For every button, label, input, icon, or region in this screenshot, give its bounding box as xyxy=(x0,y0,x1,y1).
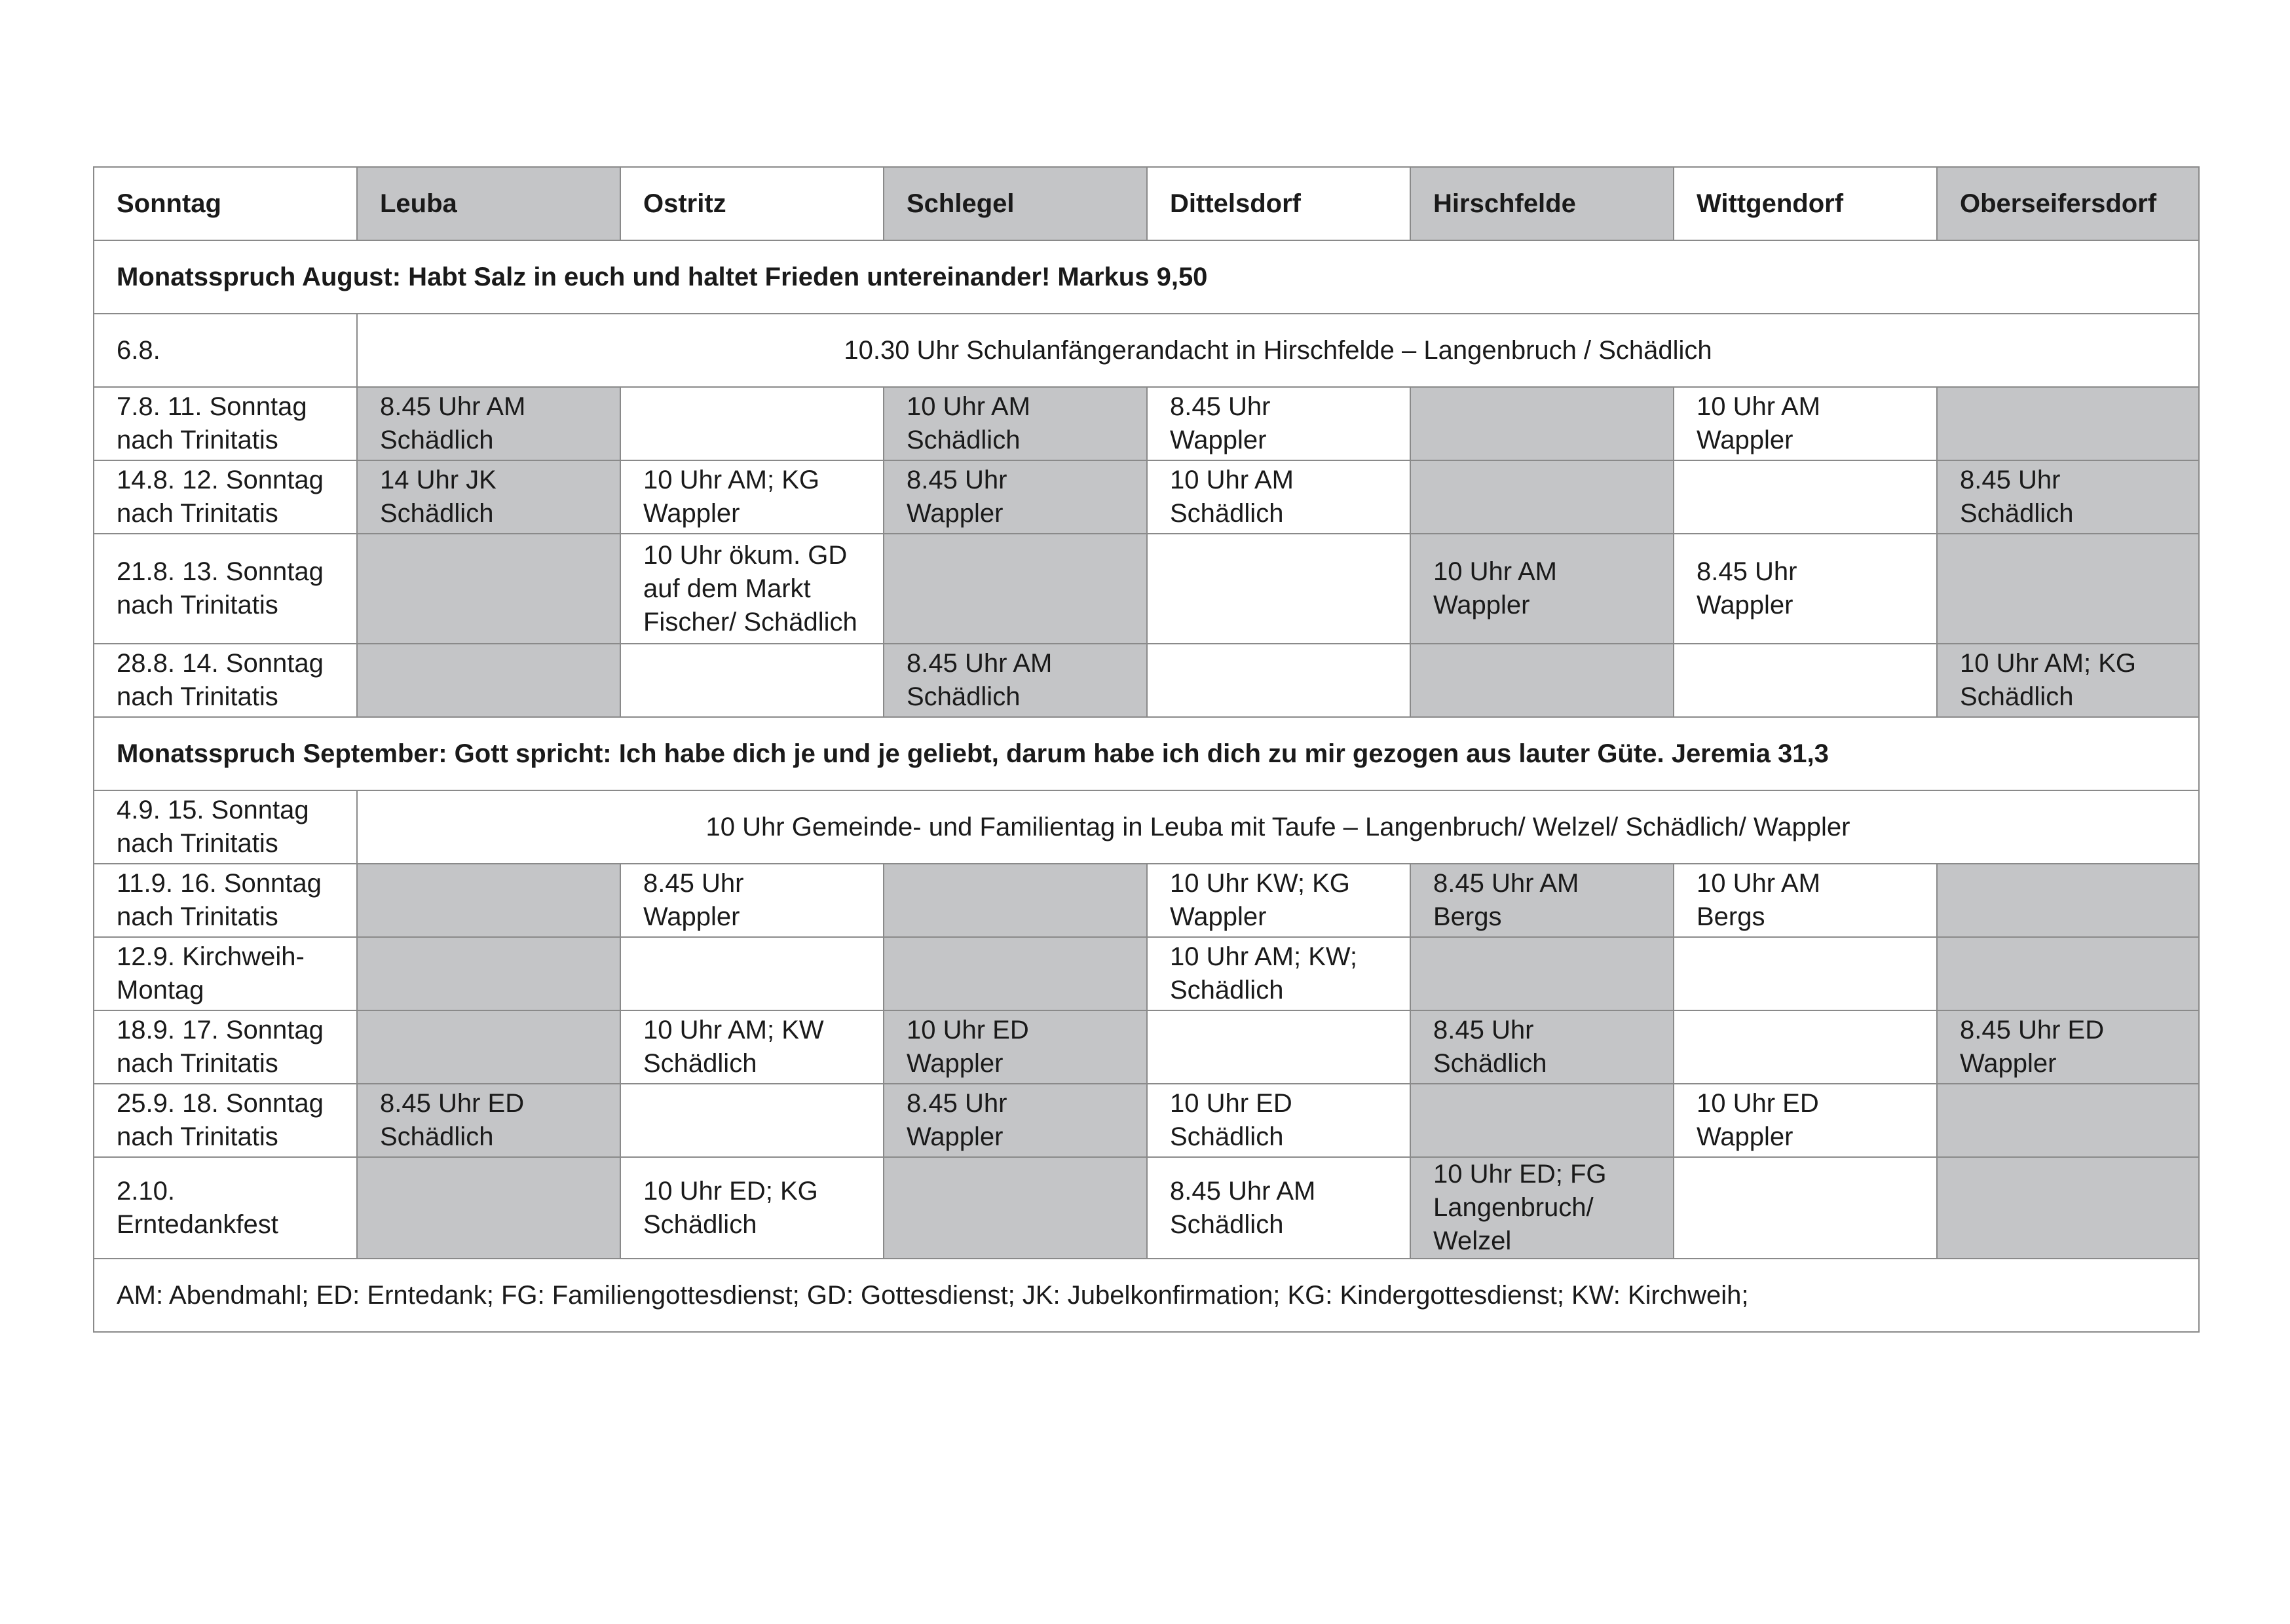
cell-hirschfelde xyxy=(1410,1084,1674,1157)
table-row xyxy=(94,864,2199,937)
cell-oberseifersdorf: 8.45 Uhr ED Wappler xyxy=(1937,1010,2199,1084)
cell-oberseifersdorf: 8.45 Uhr Schädlich xyxy=(1937,460,2199,534)
cell-leuba: 14 Uhr JK Schädlich xyxy=(357,460,620,534)
cell-oberseifersdorf xyxy=(1937,534,2199,644)
header-wittgendorf: Wittgendorf xyxy=(1674,167,1937,240)
table-row xyxy=(94,387,2199,460)
cell-oberseifersdorf xyxy=(1937,937,2199,1010)
cell-oberseifersdorf xyxy=(1937,387,2199,460)
cell-oberseifersdorf xyxy=(1937,1157,2199,1259)
legend-row xyxy=(94,1259,2199,1332)
service-schedule-table xyxy=(93,166,2200,1333)
cell-hirschfelde: 10 Uhr AM Wappler xyxy=(1410,534,1674,644)
cell-dittelsdorf: 10 Uhr AM Schädlich xyxy=(1147,460,1410,534)
cell-leuba xyxy=(357,534,620,644)
cell-leuba xyxy=(357,1157,620,1259)
cell-ostritz xyxy=(620,387,884,460)
cell-schlegel: 10 Uhr AM Schädlich xyxy=(884,387,1147,460)
cell-ostritz xyxy=(620,1084,884,1157)
motto-row-august xyxy=(94,240,2199,314)
header-schlegel: Schlegel xyxy=(884,167,1147,240)
row-date: 7.8. 11. Sonntag nach Trinitatis xyxy=(94,387,357,460)
cell-dittelsdorf xyxy=(1147,644,1410,717)
cell-wittgendorf xyxy=(1674,644,1937,717)
cell-oberseifersdorf xyxy=(1937,864,2199,937)
cell-ostritz: 10 Uhr AM; KW Schädlich xyxy=(620,1010,884,1084)
cell-schlegel xyxy=(884,864,1147,937)
event-date: 4.9. 15. Sonntag nach Trinitatis xyxy=(94,790,357,864)
header-sonntag: Sonntag xyxy=(94,167,357,240)
event-row-august xyxy=(94,314,2199,387)
cell-wittgendorf xyxy=(1674,937,1937,1010)
row-date: 25.9. 18. Sonntag nach Trinitatis xyxy=(94,1084,357,1157)
cell-schlegel: 8.45 Uhr AM Schädlich xyxy=(884,644,1147,717)
cell-dittelsdorf: 10 Uhr AM; KW; Schädlich xyxy=(1147,937,1410,1010)
header-row xyxy=(94,167,2199,240)
event-description: 10.30 Uhr Schulanfängerandacht in Hirschfelde – Langenbruch / Schädlich xyxy=(357,314,2199,387)
cell-wittgendorf xyxy=(1674,1157,1937,1259)
cell-ostritz: 8.45 Uhr Wappler xyxy=(620,864,884,937)
header-ostritz: Ostritz xyxy=(620,167,884,240)
cell-hirschfelde xyxy=(1410,460,1674,534)
cell-hirschfelde: 8.45 Uhr AM Bergs xyxy=(1410,864,1674,937)
row-date: 2.10. Erntedankfest xyxy=(94,1157,357,1259)
cell-wittgendorf: 10 Uhr ED Wappler xyxy=(1674,1084,1937,1157)
cell-schlegel: 8.45 Uhr Wappler xyxy=(884,460,1147,534)
header-oberseifersdorf: Oberseifersdorf xyxy=(1937,167,2199,240)
cell-oberseifersdorf xyxy=(1937,1084,2199,1157)
cell-leuba xyxy=(357,937,620,1010)
event-description: 10 Uhr Gemeinde- und Familientag in Leuba mit Taufe – Langenbruch/ Welzel/ Schädlich/ Wappler xyxy=(357,790,2199,864)
table-row xyxy=(94,534,2199,644)
monthly-verse-august: Monatsspruch August: Habt Salz in euch und haltet Frieden untereinander! Markus 9,50 xyxy=(94,240,2199,314)
cell-dittelsdorf: 10 Uhr KW; KG Wappler xyxy=(1147,864,1410,937)
cell-ostritz: 10 Uhr ökum. GD auf dem Markt Fischer/ Schädlich xyxy=(620,534,884,644)
row-date: 18.9. 17. Sonntag nach Trinitatis xyxy=(94,1010,357,1084)
abbreviation-legend: AM: Abendmahl; ED: Erntedank; FG: Familiengottesdienst; GD: Gottesdienst; JK: Jubelkonfirmation; KG: Kindergottesdienst; KW: Kirchweih; xyxy=(94,1259,2199,1332)
cell-dittelsdorf: 8.45 Uhr AM Schädlich xyxy=(1147,1157,1410,1259)
cell-ostritz: 10 Uhr ED; KG Schädlich xyxy=(620,1157,884,1259)
cell-ostritz: 10 Uhr AM; KG Wappler xyxy=(620,460,884,534)
cell-hirschfelde: 10 Uhr ED; FG Langenbruch/ Welzel xyxy=(1410,1157,1674,1259)
cell-leuba xyxy=(357,644,620,717)
cell-schlegel xyxy=(884,937,1147,1010)
cell-ostritz xyxy=(620,644,884,717)
table-row xyxy=(94,644,2199,717)
monthly-verse-september: Monatsspruch September: Gott spricht: Ich habe dich je und je geliebt, darum habe ich dich zu mir gezogen aus lauter Güte. Jeremia 31,3 xyxy=(94,717,2199,790)
cell-wittgendorf xyxy=(1674,460,1937,534)
cell-dittelsdorf xyxy=(1147,1010,1410,1084)
table-row xyxy=(94,460,2199,534)
row-date: 11.9. 16. Sonntag nach Trinitatis xyxy=(94,864,357,937)
cell-dittelsdorf xyxy=(1147,534,1410,644)
header-hirschfelde: Hirschfelde xyxy=(1410,167,1674,240)
cell-wittgendorf xyxy=(1674,1010,1937,1084)
cell-leuba xyxy=(357,864,620,937)
header-dittelsdorf: Dittelsdorf xyxy=(1147,167,1410,240)
cell-wittgendorf: 8.45 Uhr Wappler xyxy=(1674,534,1937,644)
cell-leuba xyxy=(357,1010,620,1084)
row-date: 12.9. Kirchweih- Montag xyxy=(94,937,357,1010)
row-date: 28.8. 14. Sonntag nach Trinitatis xyxy=(94,644,357,717)
row-date: 21.8. 13. Sonntag nach Trinitatis xyxy=(94,534,357,644)
cell-hirschfelde xyxy=(1410,937,1674,1010)
table-row xyxy=(94,1157,2199,1259)
event-date: 6.8. xyxy=(94,314,357,387)
cell-leuba: 8.45 Uhr AM Schädlich xyxy=(357,387,620,460)
cell-ostritz xyxy=(620,937,884,1010)
cell-leuba: 8.45 Uhr ED Schädlich xyxy=(357,1084,620,1157)
cell-schlegel xyxy=(884,1157,1147,1259)
header-leuba: Leuba xyxy=(357,167,620,240)
event-row-september xyxy=(94,790,2199,864)
cell-hirschfelde: 8.45 Uhr Schädlich xyxy=(1410,1010,1674,1084)
cell-oberseifersdorf: 10 Uhr AM; KG Schädlich xyxy=(1937,644,2199,717)
cell-wittgendorf: 10 Uhr AM Wappler xyxy=(1674,387,1937,460)
cell-hirschfelde xyxy=(1410,387,1674,460)
table-row xyxy=(94,937,2199,1010)
motto-row-september xyxy=(94,717,2199,790)
cell-wittgendorf: 10 Uhr AM Bergs xyxy=(1674,864,1937,937)
cell-schlegel: 10 Uhr ED Wappler xyxy=(884,1010,1147,1084)
cell-hirschfelde xyxy=(1410,644,1674,717)
cell-schlegel: 8.45 Uhr Wappler xyxy=(884,1084,1147,1157)
cell-dittelsdorf: 10 Uhr ED Schädlich xyxy=(1147,1084,1410,1157)
row-date: 14.8. 12. Sonntag nach Trinitatis xyxy=(94,460,357,534)
table-row xyxy=(94,1010,2199,1084)
table-row xyxy=(94,1084,2199,1157)
cell-dittelsdorf: 8.45 Uhr Wappler xyxy=(1147,387,1410,460)
cell-schlegel xyxy=(884,534,1147,644)
